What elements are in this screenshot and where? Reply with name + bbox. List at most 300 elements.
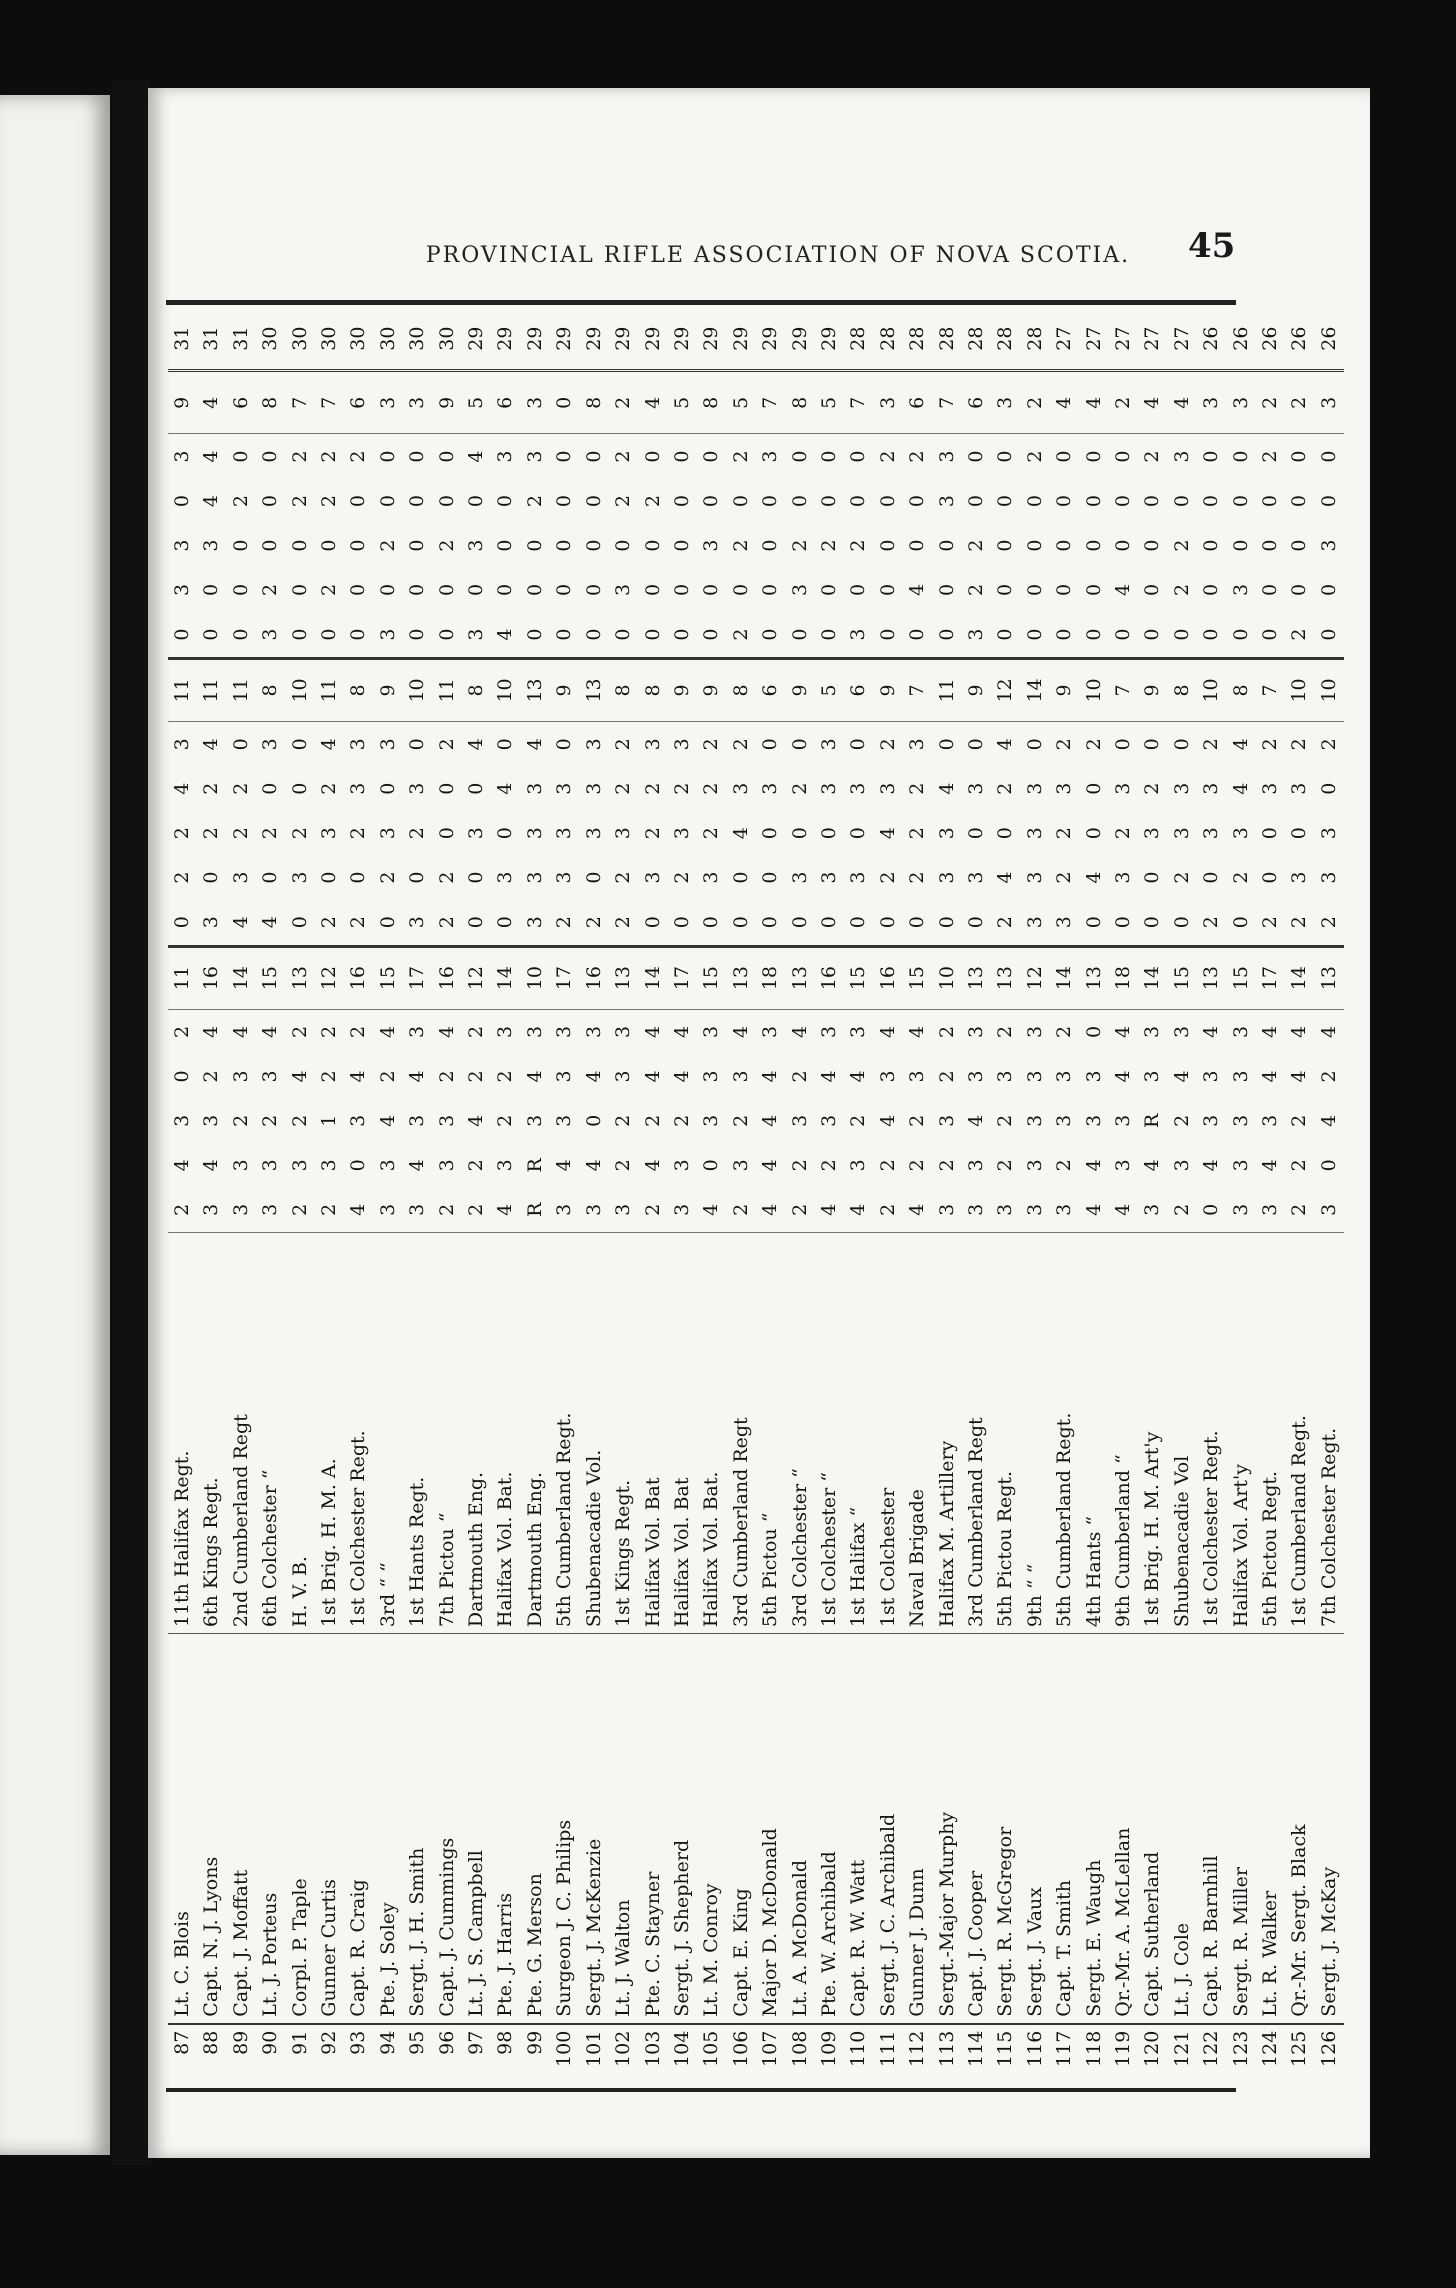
competitor-name: Pte. J. Soley [374, 1634, 403, 2024]
shot-score: 3 [641, 738, 664, 751]
competitor-name: Lt. C. Blois [168, 1634, 197, 2024]
shot-score: 0 [1141, 495, 1164, 508]
shot-score: 0 [847, 738, 870, 751]
shot-score: 0 [817, 827, 840, 840]
shot-score: 0 [697, 900, 726, 946]
range-total: 13 [286, 946, 315, 1009]
range-total: 8 [727, 658, 756, 721]
grand-total: 30 [433, 308, 462, 371]
shot-score: 0 [553, 450, 576, 463]
table-row [256, 308, 285, 2088]
shot-score: 0 [994, 583, 1017, 597]
range-total: 10 [1315, 658, 1344, 721]
shot-score: 4 [200, 495, 223, 508]
shot-score: 2 [1170, 871, 1193, 884]
shot-score: 3 [962, 612, 991, 658]
shot-score: 2 [580, 900, 609, 946]
shot-score: 0 [697, 612, 726, 658]
corps-name: 1st Kings Regt. [609, 1233, 638, 1634]
shot-score: 2 [906, 827, 929, 840]
shot-score: 2 [964, 583, 987, 597]
shot-score: 0 [1141, 738, 1164, 751]
shot-score: 2 [1170, 539, 1193, 552]
shot-score: 3 [318, 827, 341, 840]
entry-number: 99 [521, 2024, 550, 2088]
corps-name: 1st Colchester [874, 1233, 903, 1634]
shot-score: 2 [1197, 900, 1226, 946]
shot-score: 3 [1082, 1070, 1105, 1083]
shot-score: 3 [670, 1159, 693, 1172]
grand-total: 27 [1168, 308, 1197, 371]
shot-score: 0 [406, 871, 429, 884]
entry-number: 126 [1315, 2024, 1344, 2088]
range-total: 3 [1227, 371, 1256, 434]
shot-score: 0 [1200, 1203, 1223, 1216]
shot-score: 3 [200, 1203, 223, 1216]
entry-number: 119 [1109, 2024, 1138, 2088]
range-total: 7 [1256, 658, 1285, 721]
shot-score: 3 [553, 1070, 576, 1083]
corps-name: 5th Pictou Regt. [1256, 1233, 1285, 1634]
shot-score: 2 [788, 539, 811, 552]
competitor-name: Capt. R. Barnhill [1197, 1634, 1226, 2024]
range-total: 15 [1227, 946, 1256, 1009]
shot-score: 0 [1317, 495, 1340, 508]
shot-score: 0 [1053, 495, 1076, 508]
shot-score: 0 [670, 495, 693, 508]
range-total: 16 [344, 946, 373, 1009]
range-total: 2 [1256, 371, 1285, 434]
shot-score: 3 [906, 1070, 929, 1083]
shot-score: 0 [903, 612, 932, 658]
shot-score: 0 [729, 871, 752, 884]
range-total: 6 [962, 371, 991, 434]
range-total: 11 [168, 658, 197, 721]
entry-number: 120 [1138, 2024, 1167, 2088]
shot-score: 0 [817, 583, 840, 597]
shot-score: 2 [641, 782, 664, 795]
grand-total: 29 [462, 308, 491, 371]
grand-total: 28 [874, 308, 903, 371]
shot-score: 4 [376, 1025, 399, 1038]
range-total: 6 [227, 371, 256, 434]
grand-total: 28 [1021, 308, 1050, 371]
range-total: 15 [697, 946, 726, 1009]
shot-score: 0 [1053, 583, 1076, 597]
corps-name: 1st Colchester “ [815, 1233, 844, 1634]
range-total: 18 [1109, 946, 1138, 1009]
shot-score: 4 [994, 871, 1017, 884]
corps-name: 3rd Cumberland Regt [962, 1233, 991, 1634]
entry-number: 124 [1256, 2024, 1285, 2088]
competitor-name: Lt. J. Cole [1168, 1634, 1197, 2024]
shot-score: 3 [1141, 1025, 1164, 1038]
shot-score: 0 [229, 539, 252, 552]
table-row [933, 308, 962, 2088]
shot-score: 0 [903, 900, 932, 946]
shot-score: 0 [1317, 1159, 1340, 1172]
corps-name: 1st Colchester Regt. [344, 1233, 373, 1634]
shot-score: 3 [935, 827, 958, 840]
shot-score: 2 [376, 539, 399, 552]
range-total: 4 [1138, 371, 1167, 434]
range-total: 8 [639, 658, 668, 721]
shot-score: 2 [1053, 1025, 1076, 1038]
shot-score: 4 [200, 450, 223, 463]
entry-number: 110 [844, 2024, 873, 2088]
shot-score: 2 [433, 900, 462, 946]
range-total: 17 [403, 946, 432, 1009]
shot-score: 3 [171, 738, 193, 751]
shot-score: 2 [318, 1203, 341, 1216]
shot-score: 4 [435, 1025, 458, 1038]
shot-score: 4 [553, 1159, 576, 1172]
competitor-name: Lt. M. Conroy [697, 1634, 726, 2024]
range-total: 9 [168, 371, 197, 434]
shot-score: 0 [847, 827, 870, 840]
shot-score: 2 [465, 1203, 488, 1216]
shot-score: 0 [229, 738, 252, 751]
shot-score: 4 [1082, 871, 1105, 884]
range-total: 14 [1285, 946, 1314, 1009]
shot-score: 3 [229, 1203, 252, 1216]
range-total: 8 [1168, 658, 1197, 721]
shot-score: 0 [200, 583, 223, 597]
shot-score: 2 [991, 900, 1020, 946]
shot-score: 3 [1288, 871, 1311, 884]
shot-score: 2 [612, 1114, 635, 1127]
range-total: 9 [374, 658, 403, 721]
shot-score: 4 [1112, 583, 1134, 597]
shot-score: 2 [612, 738, 635, 751]
shot-score: 2 [1141, 782, 1164, 795]
shot-score: 3 [462, 612, 491, 658]
shot-score: 3 [1050, 900, 1079, 946]
shot-score: 0 [788, 738, 811, 751]
range-total: 16 [815, 946, 844, 1009]
shot-score: 0 [553, 495, 576, 508]
range-total: 9 [668, 658, 697, 721]
shot-score: 2 [1053, 738, 1076, 751]
shot-score: 0 [523, 583, 546, 597]
shot-score: 0 [1023, 583, 1046, 597]
range-total: 3 [1315, 371, 1344, 434]
shot-score: 3 [553, 782, 576, 795]
shot-score: 3 [1170, 450, 1193, 463]
shot-score: 3 [523, 1114, 546, 1127]
corps-name: 9th Cumberland “ [1109, 1233, 1138, 1634]
shot-score: 0 [847, 495, 870, 508]
table-row [1227, 308, 1256, 2088]
corps-name: Halifax M. Artillery [933, 1233, 962, 1634]
shot-score: 2 [641, 827, 664, 840]
shot-score: 0 [639, 900, 668, 946]
shot-score: 3 [817, 782, 840, 795]
shot-score: 3 [1053, 1114, 1076, 1127]
shot-score: 2 [788, 1203, 811, 1216]
entry-number: 117 [1050, 2024, 1079, 2088]
shot-score: 0 [582, 450, 605, 463]
shot-score: 2 [817, 1159, 840, 1172]
shot-score: 2 [171, 871, 193, 884]
shot-score: 4 [406, 1070, 429, 1083]
shot-score: 3 [435, 1159, 458, 1172]
entry-number: 114 [962, 2024, 991, 2088]
shot-score: 0 [406, 539, 429, 552]
shot-score: 2 [1053, 871, 1076, 884]
entry-number: 92 [315, 2024, 344, 2088]
shot-score: 4 [1259, 1070, 1282, 1083]
shot-score: 0 [876, 539, 899, 552]
shot-score: 2 [641, 1203, 664, 1216]
shot-score: 3 [256, 612, 285, 658]
shot-score: 0 [376, 583, 399, 597]
shot-score: 0 [1138, 900, 1167, 946]
shot-score: 0 [582, 1114, 605, 1127]
range-total: 9 [874, 658, 903, 721]
shot-score: 2 [376, 871, 399, 884]
shot-score: 0 [553, 539, 576, 552]
shot-score: 4 [523, 738, 546, 751]
entry-number: 111 [874, 2024, 903, 2088]
range-total: 5 [815, 658, 844, 721]
corps-name: Halifax Vol. Art'y [1227, 1233, 1256, 1634]
shot-score: 0 [1288, 450, 1311, 463]
range-total: 17 [1256, 946, 1285, 1009]
entry-number: 88 [197, 2024, 226, 2088]
shot-score: 4 [1229, 782, 1252, 795]
shot-score: 2 [906, 871, 929, 884]
shot-score: 0 [1112, 495, 1134, 508]
range-total: 4 [1050, 371, 1079, 434]
shot-score: 3 [523, 827, 546, 840]
corps-name: 4th Hants “ [1080, 1233, 1109, 1634]
table-row [1285, 308, 1314, 2088]
shot-score: 4 [1112, 1070, 1134, 1083]
shot-score: 2 [612, 1159, 635, 1172]
shot-score: 3 [1023, 1159, 1046, 1172]
shot-score: 4 [491, 612, 520, 658]
grand-total: 30 [256, 308, 285, 371]
shot-score: 0 [609, 612, 638, 658]
shot-score: 0 [229, 583, 252, 597]
shot-score: 3 [1200, 1070, 1223, 1083]
range-total: 3 [874, 371, 903, 434]
corps-name: 1st Brig. H. M. Art'y [1138, 1233, 1167, 1634]
shot-score: 3 [964, 1203, 987, 1216]
shot-score: 0 [756, 612, 785, 658]
shot-score: 0 [1112, 539, 1134, 552]
shot-score: 3 [1317, 1203, 1340, 1216]
shot-score: 0 [1288, 827, 1311, 840]
shot-score: 0 [376, 450, 399, 463]
shot-score: 3 [817, 738, 840, 751]
shot-score: 2 [609, 900, 638, 946]
grand-total: 29 [639, 308, 668, 371]
shot-score: 0 [315, 612, 344, 658]
range-total: 13 [521, 658, 550, 721]
range-total: 11 [197, 658, 226, 721]
table-row [197, 308, 226, 2088]
shot-score: 0 [815, 612, 844, 658]
shot-score: 0 [700, 1159, 723, 1172]
shot-score: 2 [435, 1070, 458, 1083]
shot-score: 0 [668, 900, 697, 946]
shot-score: 2 [523, 495, 546, 508]
competitor-name: Sergt. J. Shepherd [668, 1634, 697, 2024]
shot-score: 4 [759, 1114, 782, 1127]
shot-score: 0 [1082, 1025, 1105, 1038]
shot-score: 0 [347, 539, 370, 552]
shot-score: 3 [759, 1025, 782, 1038]
grand-total: 29 [727, 308, 756, 371]
shot-score: 2 [406, 827, 429, 840]
shot-score: 0 [786, 612, 815, 658]
shot-score: 0 [906, 539, 929, 552]
grand-total: 28 [844, 308, 873, 371]
shot-score: 4 [1112, 1203, 1134, 1216]
table-row [1109, 308, 1138, 2088]
range-total: 10 [1080, 658, 1109, 721]
competitor-name: Capt. Sutherland [1138, 1634, 1167, 2024]
corps-name: 7th Colchester Regt. [1315, 1233, 1344, 1634]
shot-score: 3 [700, 1070, 723, 1083]
shot-score: 0 [1138, 612, 1167, 658]
range-total: 9 [1138, 658, 1167, 721]
shot-score: 2 [876, 738, 899, 751]
shot-score: 3 [288, 871, 311, 884]
grand-total: 29 [697, 308, 726, 371]
shot-score: 3 [670, 827, 693, 840]
shot-score: 2 [641, 1114, 664, 1127]
competitor-name: Capt. J. Cooper [962, 1634, 991, 2024]
shot-score: 4 [1141, 1159, 1164, 1172]
competitor-name: Capt. J. Moffatt [227, 1634, 256, 2024]
shot-score: 3 [523, 782, 546, 795]
shot-score: 2 [994, 1025, 1017, 1038]
shot-score: 0 [994, 827, 1017, 840]
grand-total: 26 [1197, 308, 1226, 371]
shot-score: 0 [1080, 612, 1109, 658]
competitor-name: Capt. J. Cummings [433, 1634, 462, 2024]
range-total: 6 [903, 371, 932, 434]
shot-score: 4 [788, 1025, 811, 1038]
corps-name: Shubenacadie Vol [1168, 1233, 1197, 1634]
shot-score: 3 [582, 738, 605, 751]
range-total: 12 [1021, 946, 1050, 1009]
shot-score: 2 [1317, 1070, 1340, 1083]
shot-score: 4 [817, 1203, 840, 1216]
range-total: 7 [286, 371, 315, 434]
shot-score: 2 [994, 1114, 1017, 1127]
shot-score: 0 [641, 539, 664, 552]
shot-score: 0 [847, 450, 870, 463]
shot-score: 0 [582, 495, 605, 508]
competitor-name: Sergt. J. Vaux [1021, 1634, 1050, 2024]
shot-score: 0 [729, 583, 752, 597]
entry-number: 107 [756, 2024, 785, 2088]
shot-score: 4 [1082, 1203, 1105, 1216]
shot-score: 3 [553, 871, 576, 884]
shot-score: 0 [462, 900, 491, 946]
range-total: 9 [550, 658, 579, 721]
range-total: 16 [433, 946, 462, 1009]
shot-score: 3 [318, 1159, 341, 1172]
shot-score: 2 [494, 1114, 517, 1127]
shot-score: 4 [318, 738, 341, 751]
range-total: 2 [1109, 371, 1138, 434]
shot-score: 0 [670, 539, 693, 552]
shot-score: 3 [494, 1025, 517, 1038]
shot-score: 2 [847, 1114, 870, 1127]
shot-score: 4 [670, 1070, 693, 1083]
shot-score: 2 [347, 1025, 370, 1038]
shot-score: 0 [406, 738, 429, 751]
shot-score: 0 [668, 612, 697, 658]
shot-score: 3 [847, 1159, 870, 1172]
shot-score: 0 [933, 900, 962, 946]
shot-score: 0 [435, 782, 458, 795]
shot-score: 0 [1021, 612, 1050, 658]
grand-total: 27 [1050, 308, 1079, 371]
shot-score: 2 [1112, 827, 1134, 840]
range-total: 14 [639, 946, 668, 1009]
shot-score: 4 [1112, 1025, 1134, 1038]
table-row [697, 308, 726, 2088]
shot-score: 3 [1023, 827, 1046, 840]
range-total: 8 [580, 371, 609, 434]
shot-score: 3 [612, 583, 635, 597]
range-total: 3 [374, 371, 403, 434]
shot-score: 3 [847, 871, 870, 884]
entry-number: 112 [903, 2024, 932, 2088]
shot-score: 3 [788, 871, 811, 884]
shot-score: 0 [759, 871, 782, 884]
shot-score: 3 [906, 738, 929, 751]
range-total: 13 [1197, 946, 1226, 1009]
range-total: 15 [903, 946, 932, 1009]
shot-score: 2 [729, 1114, 752, 1127]
shot-score: 2 [259, 1114, 282, 1127]
shot-score: 2 [318, 495, 341, 508]
shot-score: 3 [1023, 782, 1046, 795]
shot-score: 0 [171, 495, 193, 508]
shot-score: 4 [759, 1159, 782, 1172]
shot-score: 4 [494, 782, 517, 795]
table-row [668, 308, 697, 2088]
range-total: 13 [962, 946, 991, 1009]
shot-score: 4 [582, 1159, 605, 1172]
shot-score: 3 [1259, 1114, 1282, 1127]
shot-score: 4 [817, 1070, 840, 1083]
shot-score: 3 [1112, 782, 1134, 795]
shot-score: 3 [935, 1203, 958, 1216]
shot-score: 2 [288, 827, 311, 840]
grand-total: 29 [521, 308, 550, 371]
shot-score: 2 [229, 495, 252, 508]
shot-score: 0 [1317, 450, 1340, 463]
range-total: 3 [403, 371, 432, 434]
competitor-name: Sergt. J. McKenzie [580, 1634, 609, 2024]
shot-score: 0 [200, 871, 223, 884]
entry-number: 103 [639, 2024, 668, 2088]
table-row [844, 308, 873, 2088]
shot-score: 4 [1259, 1159, 1282, 1172]
shot-score: 0 [494, 495, 517, 508]
shot-score: 2 [318, 1070, 341, 1083]
shot-score: 0 [612, 539, 635, 552]
shot-score: 2 [1023, 450, 1046, 463]
